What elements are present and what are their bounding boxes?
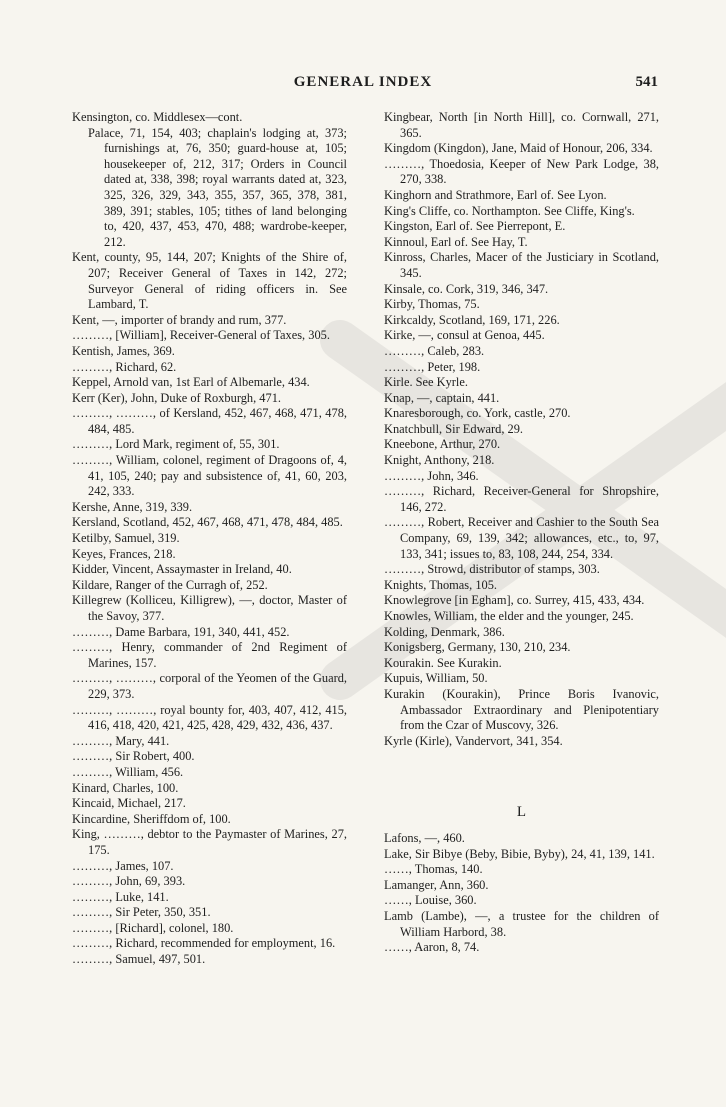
left-column (72, 110, 347, 968)
index-entry: ………, Samuel, 497, 501. (72, 952, 206, 967)
index-entry: Kneebone, Arthur, 270. (384, 437, 501, 452)
page-number: 541 (635, 74, 658, 90)
index-entry: Kensington, co. Middlesex—cont. (72, 110, 243, 124)
index-entry: ………, Strowd, distributor of stamps, 303. (384, 562, 600, 577)
index-entry: Kersland, Scotland, 452, 467, 468, 471, 478, 484, 485. (72, 515, 343, 530)
index-entry: ………, Richard, Receiver-General for Shropshire, 146, 272. (384, 484, 659, 514)
index-entry: ………, William, 456. (72, 764, 184, 779)
index-entry: Knatchbull, Sir Edward, 29. (384, 421, 524, 436)
index-entry: Kurakin (Kourakin), Prince Boris Ivanovic, Ambassador Extraordinary and Plenipotentiary from the Czar of Muscovy, 326. (384, 686, 659, 733)
index-entry: Kingbear, North [in North Hill], co. Cornwall, 271, 365. (384, 110, 659, 140)
index-entry: Kincardine, Sheriffdom of, 100. (72, 811, 231, 826)
index-entry: ………, ………, corporal of the Yeomen of the Guard, 229, 373. (72, 671, 347, 701)
index-entry: ………, [Richard], colonel, 180. (72, 920, 234, 935)
index-entry: Knaresborough, co. York, castle, 270. (384, 406, 571, 421)
right-column (384, 110, 659, 956)
index-entry: ………, Lord Mark, regiment of, 55, 301. (72, 437, 280, 452)
index-entry: ………, Sir Peter, 350, 351. (72, 905, 211, 920)
index-entry: Kirby, Thomas, 75. (384, 297, 480, 312)
index-entry: Palace, 71, 154, 403; chaplain's lodging at, 373; furnishings at, 76, 350; guard-house at, 105; housekeeper of, 212, 317; Orders in Council dated at, 338, 398; royal warrants dated at, 323, 325, 326, 329, 343, 355, 357, 365, 378, 381, 389, 391; stables, 105; tithes of land belonging to, 420, 437, 453, 470, 488; wardrobe-keeper, 212. (88, 125, 347, 249)
index-entry: Keppel, Arnold van, 1st Earl of Albemarle, 434. (72, 375, 310, 390)
index-entry: Knight, Anthony, 218. (384, 453, 495, 468)
index-entry: Kingston, Earl of. See Pierrepont, E. (384, 219, 566, 234)
k-entries (384, 110, 659, 749)
index-entry: ………, [William], Receiver-General of Taxes, 305. (72, 328, 330, 343)
index-entry: Ketilby, Samuel, 319. (72, 531, 180, 546)
index-entry: ………, William, colonel, regiment of Dragoons of, 4, 41, 105, 240; pay and subsistence of, 41, 60, 203, 242, 333. (72, 453, 347, 499)
index-entry: Knap, —, captain, 441. (384, 390, 500, 405)
index-entry: King, ………, debtor to the Paymaster of Marines, 27, 175. (72, 827, 347, 857)
index-entry: Knowlegrove [in Egham], co. Surrey, 415, 433, 434. (384, 593, 645, 608)
index-entry: ………, Thoedosia, Keeper of New Park Lodge, 38, 270, 338. (384, 156, 659, 187)
index-entry: ……, Aaron, 8, 74. (384, 940, 480, 955)
index-entry: Kinnoul, Earl of. See Hay, T. (384, 234, 528, 249)
l-entries (384, 831, 659, 956)
index-entry: ………, Sir Robert, 400. (72, 749, 195, 764)
running-title: GENERAL INDEX (293, 74, 433, 90)
index-entry: King's Cliffe, co. Northampton. See Cliffe, King's. (384, 203, 635, 218)
index-entry: Kinross, Charles, Macer of the Justiciary in Scotland, 345. (384, 250, 659, 280)
index-entry: Kingdom (Kingdon), Jane, Maid of Honour, 206, 334. (384, 141, 653, 156)
index-entry: ………, Richard, recommended for employment, 16. (72, 936, 336, 951)
index-entry: ……, Louise, 360. (384, 893, 477, 908)
index-entry: ………, ………, royal bounty for, 403, 407, 412, 415, 416, 418, 420, 421, 425, 428, 429, 432, 436, 437. (72, 702, 347, 733)
index-entry: Kildare, Ranger of the Curragh of, 252. (72, 577, 268, 592)
index-entry: ………, Mary, 441. (72, 733, 170, 748)
page-header (0, 74, 726, 98)
index-entry: Lamanger, Ann, 360. (384, 877, 489, 892)
index-entry: ………, John, 346. (384, 468, 479, 483)
index-entry: Kent, county, 95, 144, 207; Knights of the Shire of, 207; Receiver General of Taxes in 142, 272; Surveyor General of riding officers in. See Lambard, T. (72, 250, 347, 312)
index-entry: Kinghorn and Strathmore, Earl of. See Lyon. (384, 187, 607, 202)
index-entry: Kidder, Vincent, Assaymaster in Ireland, 40. (72, 562, 292, 577)
index-entry: Kentish, James, 369. (72, 343, 175, 358)
index-entry: ………, Caleb, 283. (384, 343, 485, 358)
index-entry: Kolding, Denmark, 386. (384, 624, 505, 639)
index-entry: Knowles, William, the elder and the younger, 245. (384, 609, 634, 623)
index-entry: Kinard, Charles, 100. (72, 780, 179, 795)
index-entry: ………, Dame Barbara, 191, 340, 441, 452. (72, 624, 290, 639)
index-entry: Kincaid, Michael, 217. (72, 796, 186, 811)
index-entry: Kirle. See Kyrle. (384, 375, 468, 390)
index-entry: Kirkcaldy, Scotland, 169, 171, 226. (384, 312, 560, 327)
index-entry: ………, James, 107. (72, 858, 174, 873)
index-entry: Kinsale, co. Cork, 319, 346, 347. (384, 281, 549, 296)
index-entry: Killegrew (Kolliceu, Killigrew), —, doctor, Master of the Savoy, 377. (72, 593, 347, 623)
index-entry: ………, John, 69, 393. (72, 874, 186, 889)
index-entry: ……, Thomas, 140. (384, 862, 483, 877)
index-entry: Knights, Thomas, 105. (384, 577, 498, 592)
index-entry: Keyes, Frances, 218. (72, 546, 176, 561)
index-entry: Kerr (Ker), John, Duke of Roxburgh, 471. (72, 390, 281, 405)
index-entry: ………, Robert, Receiver and Cashier to the South Sea Company, 69, 139, 342; allowances, etc., to, 97, 133, 341; issues to, 83, 108, 244, 254, 334. (384, 515, 659, 561)
index-entry: Kupuis, William, 50. (384, 671, 488, 686)
index-entry: ………, ………, of Kersland, 452, 467, 468, 471, 478, 484, 485. (72, 406, 347, 436)
index-entry: ………, Richard, 62. (72, 359, 177, 374)
index-entry: Kent, —, importer of brandy and rum, 377. (72, 312, 287, 327)
index-entry: Kyrle (Kirle), Vandervort, 341, 354. (384, 733, 563, 748)
index-entry: ………, Luke, 141. (72, 889, 169, 904)
index-entry: Kirke, —, consul at Genoa, 445. (384, 328, 545, 343)
index-entry: Lamb (Lambe), —, a trustee for the children of William Harbord, 38. (384, 908, 659, 939)
index-entry: ………, Peter, 198. (384, 359, 481, 374)
index-entry: Kershe, Anne, 319, 339. (72, 499, 193, 514)
index-entry: ………, Henry, commander of 2nd Regiment of Marines, 157. (72, 640, 347, 670)
index-entry: Lafons, —, 460. (384, 830, 465, 845)
index-entry: Lake, Sir Bibye (Beby, Bibie, Byby), 24, 41, 139, 141. (384, 846, 655, 861)
section-letter-l: L (516, 804, 527, 821)
index-entry: Kourakin. See Kurakin. (384, 655, 502, 670)
index-entry: Konigsberg, Germany, 130, 210, 234. (384, 640, 571, 655)
